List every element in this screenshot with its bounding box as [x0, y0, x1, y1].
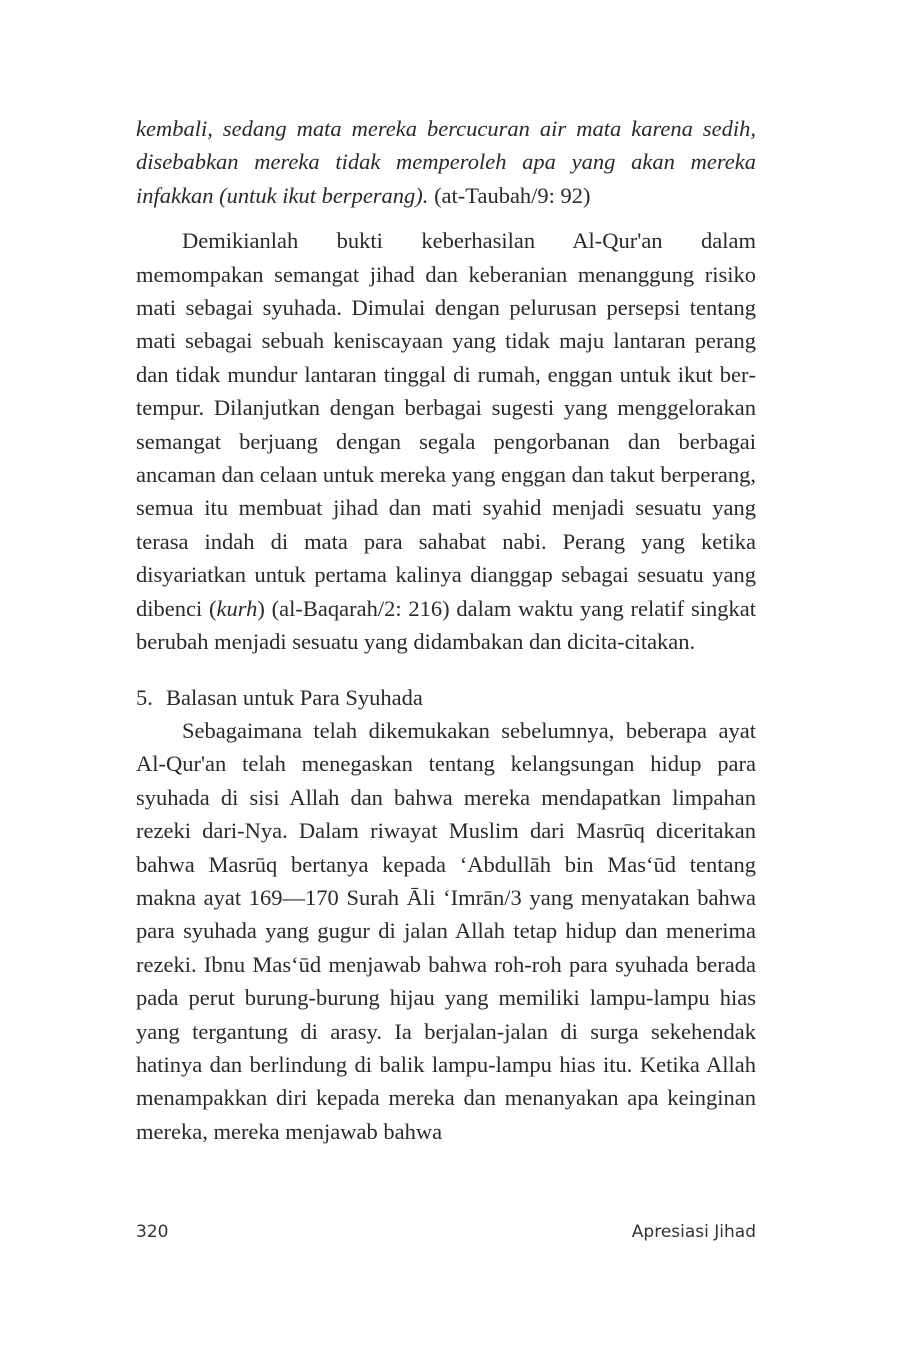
page-footer: [136, 1222, 756, 1242]
section-number: 5.: [136, 684, 153, 710]
quote-citation: (at-Taubah/9: 92): [434, 182, 591, 208]
quote-block: [136, 112, 756, 212]
paragraph-1-part-1: Demikianlah bukti keberhasilan Al-Qur'an dalam memompakan semangat jihad dan keberanian menanggung risiko mati sebagai syuhada. Dimulai dengan pelurusan persepsi tentang mati sebagai sebuah keniscayaan yang tidak maju lantaran perang dan tidak mundur lantaran tinggal di rumah, enggan untuk ikut bertempur. Dilanjutkan dengan berbagai sugesti yang menggelorakan semangat berjuang dengan segala pengorbanan dan berbagai ancaman dan celaan untuk mereka yang enggan dan takut berperang, semua itu membuat jihad dan mati syahid menjadi sesuatu yang terasa indah di mata para sahabat nabi. Perang yang ketika disyariatkan untuk pertama kalinya dianggap sebagai sesuatu yang dibenci (: [136, 228, 756, 621]
quote-text: kembali, sedang mata mereka bercucuran air mata karena sedih, disebabkan mereka tidak memperoleh apa yang akan mereka infakkan (untuk ikut berperang).: [136, 116, 756, 208]
section-heading: [136, 681, 756, 714]
body-text: [136, 112, 756, 1148]
section-title: Balasan untuk Para Syuhada: [166, 684, 423, 710]
page-number: 320: [136, 1222, 169, 1242]
running-title: Apresiasi Jihad: [631, 1222, 756, 1242]
paragraph-2: Sebagaimana telah dikemukakan sebelumnya, beberapa ayat Al-Qur'an telah menegaskan tentang kelangsungan hidup para syuhada di sisi Allah dan bahwa mereka mendapatkan limpahan rezeki dari-Nya. Dalam riwayat Muslim dari Masrūq diceritakan bahwa Masrūq bertanya kepada ‘Abdullāh bin Mas‘ūd tentang makna ayat 169—170 Surah Āli ‘Imrān/3 yang menyatakan bahwa para syuhada yang gugur di jalan Allah tetap hidup dan menerima rezeki. Ibnu Mas‘ūd menjawab bahwa roh-roh para syuhada berada pada perut burung-burung hijau yang memiliki lampu-lampu hias yang tergantung di arasy. Ia berjalan-jalan di surga sekehendak hatinya dan berlindung di balik lampu-lampu hias itu. Ketika Allah menampakkan diri kepada mereka dan menanyakan apa keinginan mereka, mereka menjawab bahwa: [136, 717, 756, 1144]
paragraph-1-part-2: ) (al-Baqarah/2: 216) dalam waktu yang relatif singkat berubah menjadi sesuatu yang didambakan dan dicita-citakan.: [136, 595, 757, 655]
paragraph-1-italic-term: kurh: [216, 595, 258, 621]
paragraph-1: [136, 224, 756, 658]
